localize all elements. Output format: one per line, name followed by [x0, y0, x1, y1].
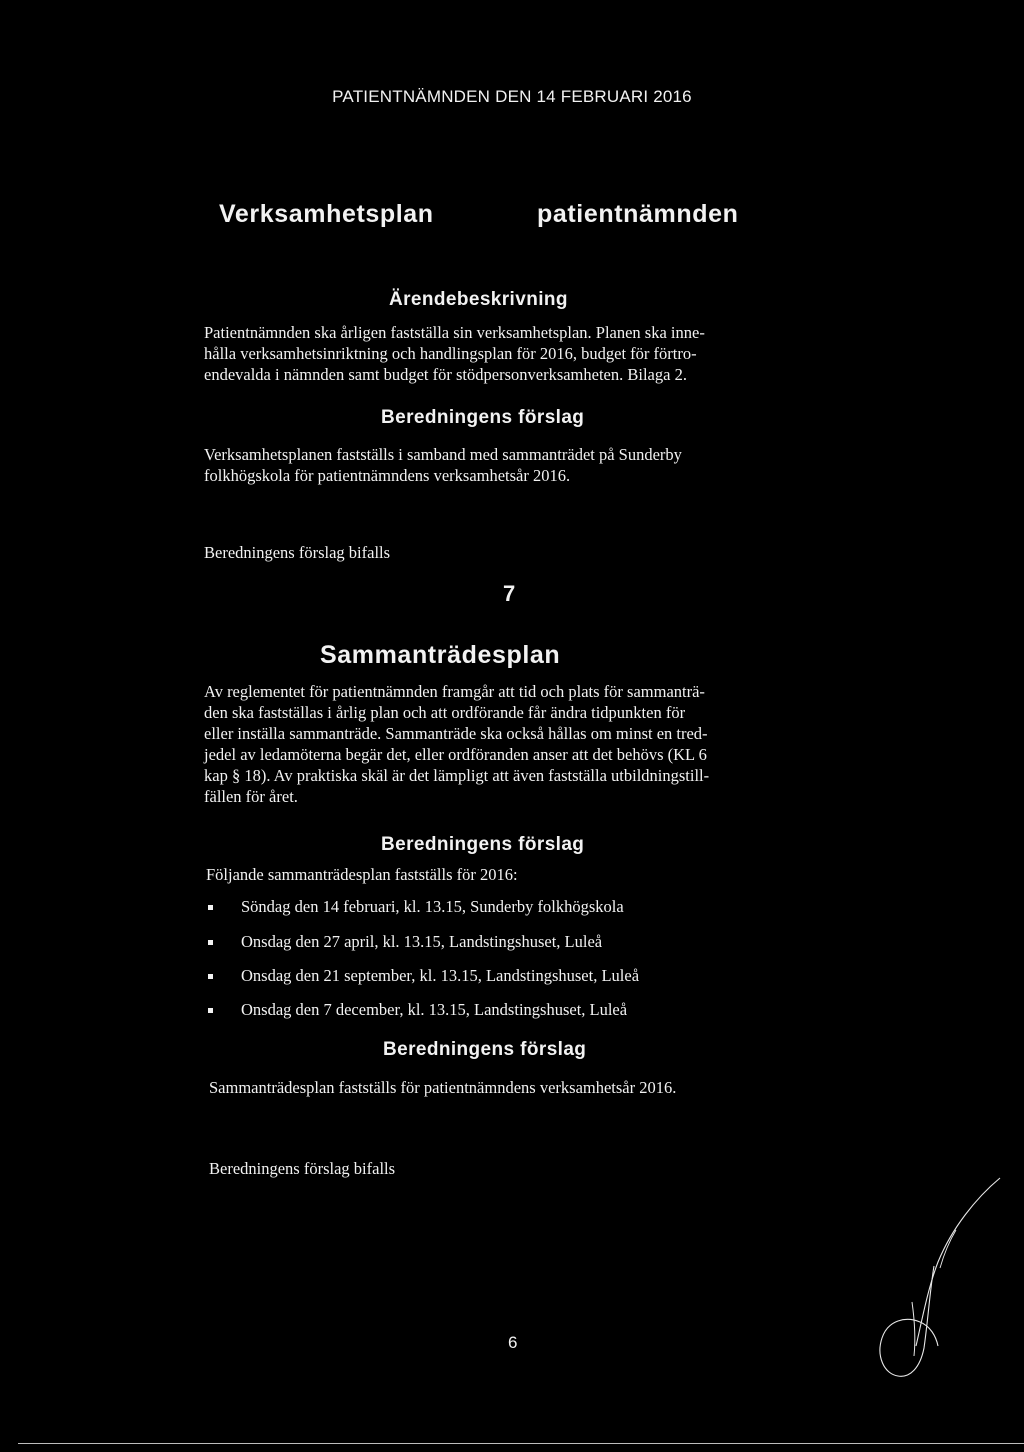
schedule-entry: Onsdag den 27 april, kl. 13.15, Landstingshuset, Luleå [241, 932, 603, 951]
body-line: den ska fastställas i årlig plan och att ordförande får ändra tidpunkten för [204, 703, 686, 722]
schedule-entry: Söndag den 14 februari, kl. 13.15, Sunderby folkhögskola [241, 897, 624, 916]
case-line: hålla verksamhetsinriktning och handlingsplan för 2016, budget för förtro- [204, 344, 697, 363]
body-line: kap § 18). Av praktiska skäl är det lämpligt att även fastställa utbildningstill- [204, 766, 710, 785]
body-line: eller inställa sammanträde. Sammanträde ska också hållas om minst en tred- [204, 724, 708, 743]
item-title: Sammanträdesplan [320, 641, 561, 669]
proposal-heading: Beredningens förslag [381, 834, 585, 855]
proposal-text [204, 444, 682, 486]
body-line: fällen för året. [204, 787, 298, 806]
schedule-entry: Onsdag den 7 december, kl. 13.15, Landstingshuset, Luleå [241, 1000, 628, 1019]
case-description-heading: Ärendebeskrivning [389, 289, 568, 310]
decision-text: Beredningens förslag bifalls [204, 543, 391, 562]
proposal-line: Verksamhetsplanen fastställs i samband med sammanträdet på Sunderby [204, 445, 682, 464]
proposal-line: folkhögskola för patientnämndens verksamhetsår 2016. [204, 466, 571, 485]
case-line: endevalda i nämnden samt budget för stödpersonverksamheten. Bilaga 2. [204, 365, 687, 384]
item-title-left: Verksamhetsplan [219, 200, 434, 228]
proposal-heading: Beredningens förslag [381, 407, 585, 428]
bullet-icon [208, 974, 213, 979]
case-description-text [204, 322, 705, 385]
body-line: jedel av ledamöterna begär det, eller ordföranden anser att det behövs (KL 6 [204, 745, 707, 764]
bullet-icon [208, 940, 213, 945]
item-body-text [204, 681, 709, 807]
item-number: 7 [503, 581, 516, 606]
schedule-entry: Onsdag den 21 september, kl. 13.15, Landstingshuset, Luleå [241, 966, 640, 985]
schedule-intro: Följande sammanträdesplan fastställs för 2016: [206, 865, 518, 884]
meeting-schedule-list [208, 897, 808, 1027]
running-header: PATIENTNÄMNDEN DEN 14 FEBRUARI 2016 [332, 87, 692, 106]
decision-text-2: Beredningens förslag bifalls [209, 1159, 396, 1178]
bottom-rule [18, 1443, 1024, 1444]
body-line: Av reglementet för patientnämnden framgår att tid och plats för sammanträ- [204, 682, 705, 701]
proposal-heading-2: Beredningens förslag [383, 1039, 587, 1060]
signature-icon [864, 1170, 1009, 1390]
case-line: Patientnämnden ska årligen fastställa sin verksamhetsplan. Planen ska inne- [204, 323, 705, 342]
bullet-icon [208, 905, 213, 910]
proposal-text-2: Sammanträdesplan fastställs för patientnämndens verksamhetsår 2016. [209, 1078, 677, 1097]
item-title-right: patientnämnden [537, 200, 739, 228]
page-number: 6 [508, 1333, 518, 1352]
bullet-icon [208, 1008, 213, 1013]
